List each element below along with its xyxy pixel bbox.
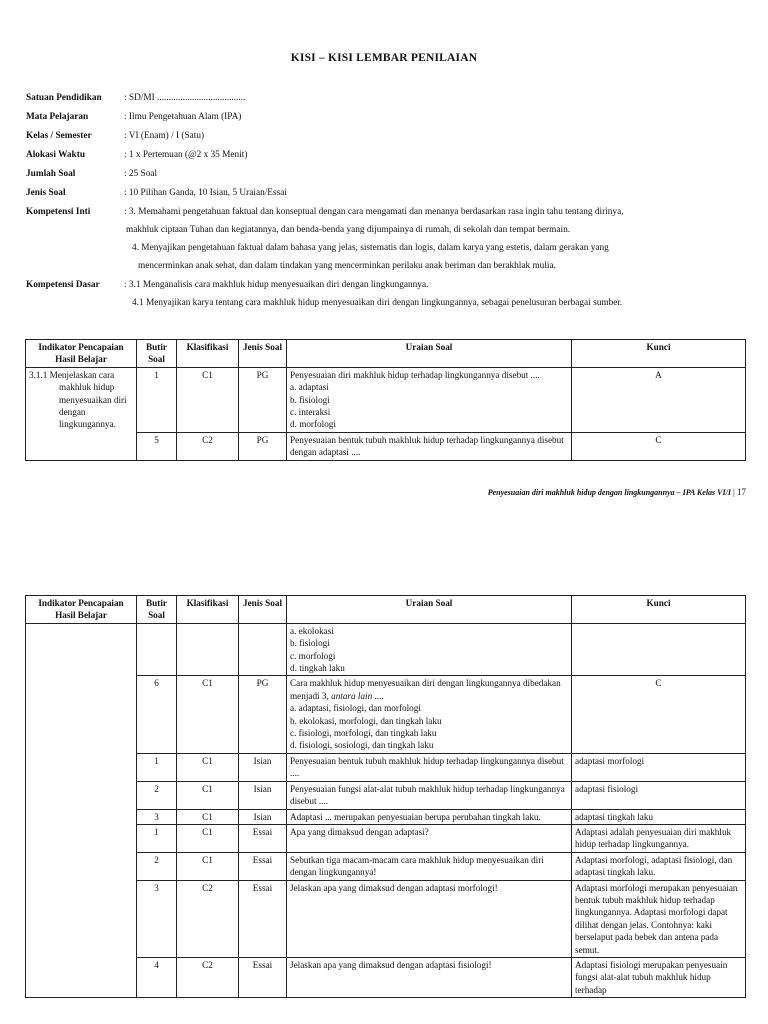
butir-cell: 6 xyxy=(137,676,177,753)
table-row xyxy=(26,367,746,432)
meta-label: Kelas / Semester xyxy=(26,131,92,141)
ki-text: 4. Menyajikan pengetahuan faktual dalam bahasa yang jelas, sistematis dan logis, dalam karya yang estetis, dalam gerakan yang xyxy=(132,243,609,253)
kisi-table-1 xyxy=(25,339,746,461)
header-butir: Butir Soal xyxy=(137,596,177,624)
ki-label: Kompetensi Inti xyxy=(26,207,91,217)
klasifikasi-cell: C1 xyxy=(177,824,239,852)
butir-cell: 1 xyxy=(137,824,177,852)
jenis-cell: Isian xyxy=(239,753,287,781)
kunci-cell: Adaptasi morfologi merupakan penyesuaian bentuk tubuh makhluk hidup terhadap lingkungannya. Adaptasi morfologi dapat dilihat dengan jelas. Contohnya: kaki berselaput pada bebek dan antena pada semut. xyxy=(572,880,746,957)
header-indikator: Indikator Pencapaian Hasil Belajar xyxy=(26,596,137,624)
question-text-part: .... xyxy=(372,690,384,701)
indikator-cell xyxy=(26,623,137,997)
option-item: d. morfologi xyxy=(290,419,336,430)
ki-row xyxy=(26,206,746,219)
meta-value: : 10 Pilihan Ganda, 10 Isian, 5 Uraian/Essai xyxy=(124,188,287,198)
meta-row xyxy=(26,187,746,200)
page-gap xyxy=(0,515,768,595)
option-item: d. fisiologi, sosiologi, dan tingkah laku xyxy=(290,740,434,751)
ki-text: : 3. Memahami pengetahuan faktual dan konseptual dengan cara mengamati dan menanya berdasarkan rasa ingin tahu tentang dirinya, xyxy=(124,207,624,217)
header-jenis: Jenis Soal xyxy=(239,596,287,624)
footer-text: Penyesuaian diri makhluk hidup dengan lingkungannya – IPA Kelas VI/I xyxy=(487,488,731,497)
butir-cell: 3 xyxy=(137,809,177,824)
question-text xyxy=(290,677,568,702)
uraian-cell: Penyesuaian bentuk tubuh makhluk hidup terhadap lingkungannya disebut dengan adaptasi .... xyxy=(287,432,572,460)
kunci-cell: adaptasi morfologi xyxy=(572,753,746,781)
question-text-part: Cara makhluk hidup menyesuaikan diri dengan lingkungannya dibedakan menjadi 3, xyxy=(290,678,561,701)
jenis-cell: Isian xyxy=(239,781,287,809)
header-indikator: Indikator Pencapaian Hasil Belajar xyxy=(26,340,137,368)
meta-label: Jenis Soal xyxy=(26,188,66,198)
option-item: b. fisiologi xyxy=(290,638,330,649)
meta-value: : Ilmu Pengetahuan Alam (IPA) xyxy=(124,112,242,122)
klasifikasi-cell: C2 xyxy=(177,957,239,997)
jenis-cell: Essai xyxy=(239,880,287,957)
question-text: Penyesuaian diri makhluk hidup terhadap lingkungannya disebut .... xyxy=(290,369,540,380)
jenis-cell: PG xyxy=(239,676,287,753)
option-item: b. ekolokasi, morfologi, dan tingkah laku xyxy=(290,715,442,726)
jenis-cell: Essai xyxy=(239,824,287,852)
uraian-cell: Jelaskan apa yang dimaksud dengan adaptasi morfologi! xyxy=(287,880,572,957)
butir-cell: 3 xyxy=(137,880,177,957)
meta-row xyxy=(26,130,746,143)
option-item: b. fisiologi xyxy=(290,394,330,405)
butir-cell xyxy=(137,623,177,676)
jenis-cell: PG xyxy=(239,367,287,432)
header-uraian: Uraian Soal xyxy=(287,340,572,368)
klasifikasi-cell: C1 xyxy=(177,781,239,809)
meta-value: : 1 x Pertemuan (@2 x 35 Menit) xyxy=(124,150,248,160)
klasifikasi-cell: C1 xyxy=(177,367,239,432)
klasifikasi-cell: C2 xyxy=(177,432,239,460)
table-header-row xyxy=(26,596,746,624)
table-row xyxy=(26,623,746,676)
meta-row xyxy=(26,92,746,105)
page-title: KISI – KISI LEMBAR PENILAIAN xyxy=(290,52,478,64)
kisi-table-2 xyxy=(25,595,746,998)
klasifikasi-cell: C1 xyxy=(177,852,239,880)
meta-label: Jumlah Soal xyxy=(26,169,76,179)
meta-row xyxy=(26,111,746,124)
indikator-cell xyxy=(26,367,137,460)
option-item: a. ekolokasi xyxy=(290,625,334,636)
kd-row xyxy=(26,279,746,292)
option-item: a. adaptasi xyxy=(290,382,329,393)
options-list xyxy=(290,381,568,431)
butir-cell: 2 xyxy=(137,852,177,880)
jenis-cell: Essai xyxy=(239,957,287,997)
header-jenis: Jenis Soal xyxy=(239,340,287,368)
kunci-cell: Adaptasi morfologi, adaptasi fisiologi, dan adaptasi tingkah laku. xyxy=(572,852,746,880)
kd-text: : 3.1 Menganalisis cara makhluk hidup menyesuaikan diri dengan lingkungannya. xyxy=(124,280,429,290)
jenis-cell: Essai xyxy=(239,852,287,880)
header-kunci: Kunci xyxy=(572,340,746,368)
meta-value: : SD/MI ...................................... xyxy=(124,93,246,103)
kunci-cell: C xyxy=(572,432,746,460)
uraian-cell: Penyesuaian bentuk tubuh makhluk hidup terhadap lingkungannya disebut .... xyxy=(287,753,572,781)
header-kunci: Kunci xyxy=(572,596,746,624)
options-list xyxy=(290,625,568,675)
kd-label: Kompetensi Dasar xyxy=(26,280,100,290)
klasifikasi-cell: C1 xyxy=(177,809,239,824)
page-number: 17 xyxy=(737,487,746,497)
header-butir: Butir Soal xyxy=(137,340,177,368)
option-item: c. interaksi xyxy=(290,407,331,418)
meta-value: : VI (Enam) / I (Satu) xyxy=(124,131,205,141)
kunci-cell: A xyxy=(572,367,746,432)
option-item: c. fisiologi, morfologi, dan tingkah laku xyxy=(290,728,437,739)
klasifikasi-cell: C1 xyxy=(177,676,239,753)
kunci-cell: adaptasi tingkah laku xyxy=(572,809,746,824)
uraian-cell: Penyesuaian fungsi alat-alat tubuh makhluk hidup terhadap lingkungannya disebut .... xyxy=(287,781,572,809)
options-list xyxy=(290,702,568,752)
butir-cell: 1 xyxy=(137,367,177,432)
table-header-row xyxy=(26,340,746,368)
uraian-cell: Adaptasi ... merupakan penyesuaian berupa perubahan tingkah laku. xyxy=(287,809,572,824)
indikator-text: 3.1.1 Menjelaskan cara makhluk hidup menyesuaikan diri dengan lingkungannya. xyxy=(29,369,127,430)
butir-cell: 4 xyxy=(137,957,177,997)
uraian-cell xyxy=(287,676,572,753)
jenis-cell: PG xyxy=(239,432,287,460)
meta-label: Mata Pelajaran xyxy=(26,112,89,122)
butir-cell: 1 xyxy=(137,753,177,781)
ki-text: makhluk ciptaan Tuhan dan kegiatannya, dan benda-benda yang dijumpainya di rumah, di sekolah dan tempat bermain. xyxy=(126,225,571,235)
meta-value: : 25 Soal xyxy=(124,169,158,179)
jenis-cell xyxy=(239,623,287,676)
ki-text: mencerminkan anak sehat, dan dalam tindakan yang mencerminkan perilaku anak beriman dan berakhlak mulia. xyxy=(138,261,556,271)
option-item: d. tingkah laku xyxy=(290,663,345,674)
header-klasifikasi: Klasifikasi xyxy=(177,340,239,368)
kunci-cell: Adaptasi fisiologi merupakan penyesuain fungsi alat-alat tubuh makhluk hidup terhadap xyxy=(572,957,746,997)
kunci-cell: adaptasi fisiologi xyxy=(572,781,746,809)
meta-label: Alokasi Waktu xyxy=(26,150,85,160)
uraian-cell: Sebutkan tiga macam-macam cara makhluk hidup menyesuaikan diri dengan lingkungannya! xyxy=(287,852,572,880)
meta-row xyxy=(26,168,746,181)
header-uraian: Uraian Soal xyxy=(287,596,572,624)
jenis-cell: Isian xyxy=(239,809,287,824)
butir-cell: 2 xyxy=(137,781,177,809)
uraian-cell xyxy=(287,367,572,432)
klasifikasi-cell: C1 xyxy=(177,753,239,781)
uraian-cell xyxy=(287,623,572,676)
uraian-cell: Apa yang dimaksud dengan adaptasi? xyxy=(287,824,572,852)
kunci-cell: C xyxy=(572,676,746,753)
meta-block xyxy=(26,92,746,315)
option-item: c. morfologi xyxy=(290,650,336,661)
klasifikasi-cell: C2 xyxy=(177,880,239,957)
kd-text: 4.1 Menyajikan karya tentang cara makhluk hidup menyesuaikan diri dengan lingkungannya, sebagai penelusuran berbagai sumber. xyxy=(132,298,623,308)
kunci-cell xyxy=(572,623,746,676)
butir-cell: 5 xyxy=(137,432,177,460)
uraian-cell: Jelaskan apa yang dimaksud dengan adaptasi fisiologi! xyxy=(287,957,572,997)
page-footer: Penyesuaian diri makhluk hidup dengan lingkungannya – IPA Kelas VI/I | 17 xyxy=(487,487,746,497)
header-klasifikasi: Klasifikasi xyxy=(177,596,239,624)
meta-label: Satuan Pendidikan xyxy=(26,93,102,103)
kunci-cell: Adaptasi adalah penyesuaian diri makhluk hidup terhadap lingkungannya. xyxy=(572,824,746,852)
option-item: a. adaptasi, fisiologi, dan morfologi xyxy=(290,703,421,714)
question-text-italic: antara lain xyxy=(331,690,373,701)
klasifikasi-cell xyxy=(177,623,239,676)
meta-row xyxy=(26,149,746,162)
